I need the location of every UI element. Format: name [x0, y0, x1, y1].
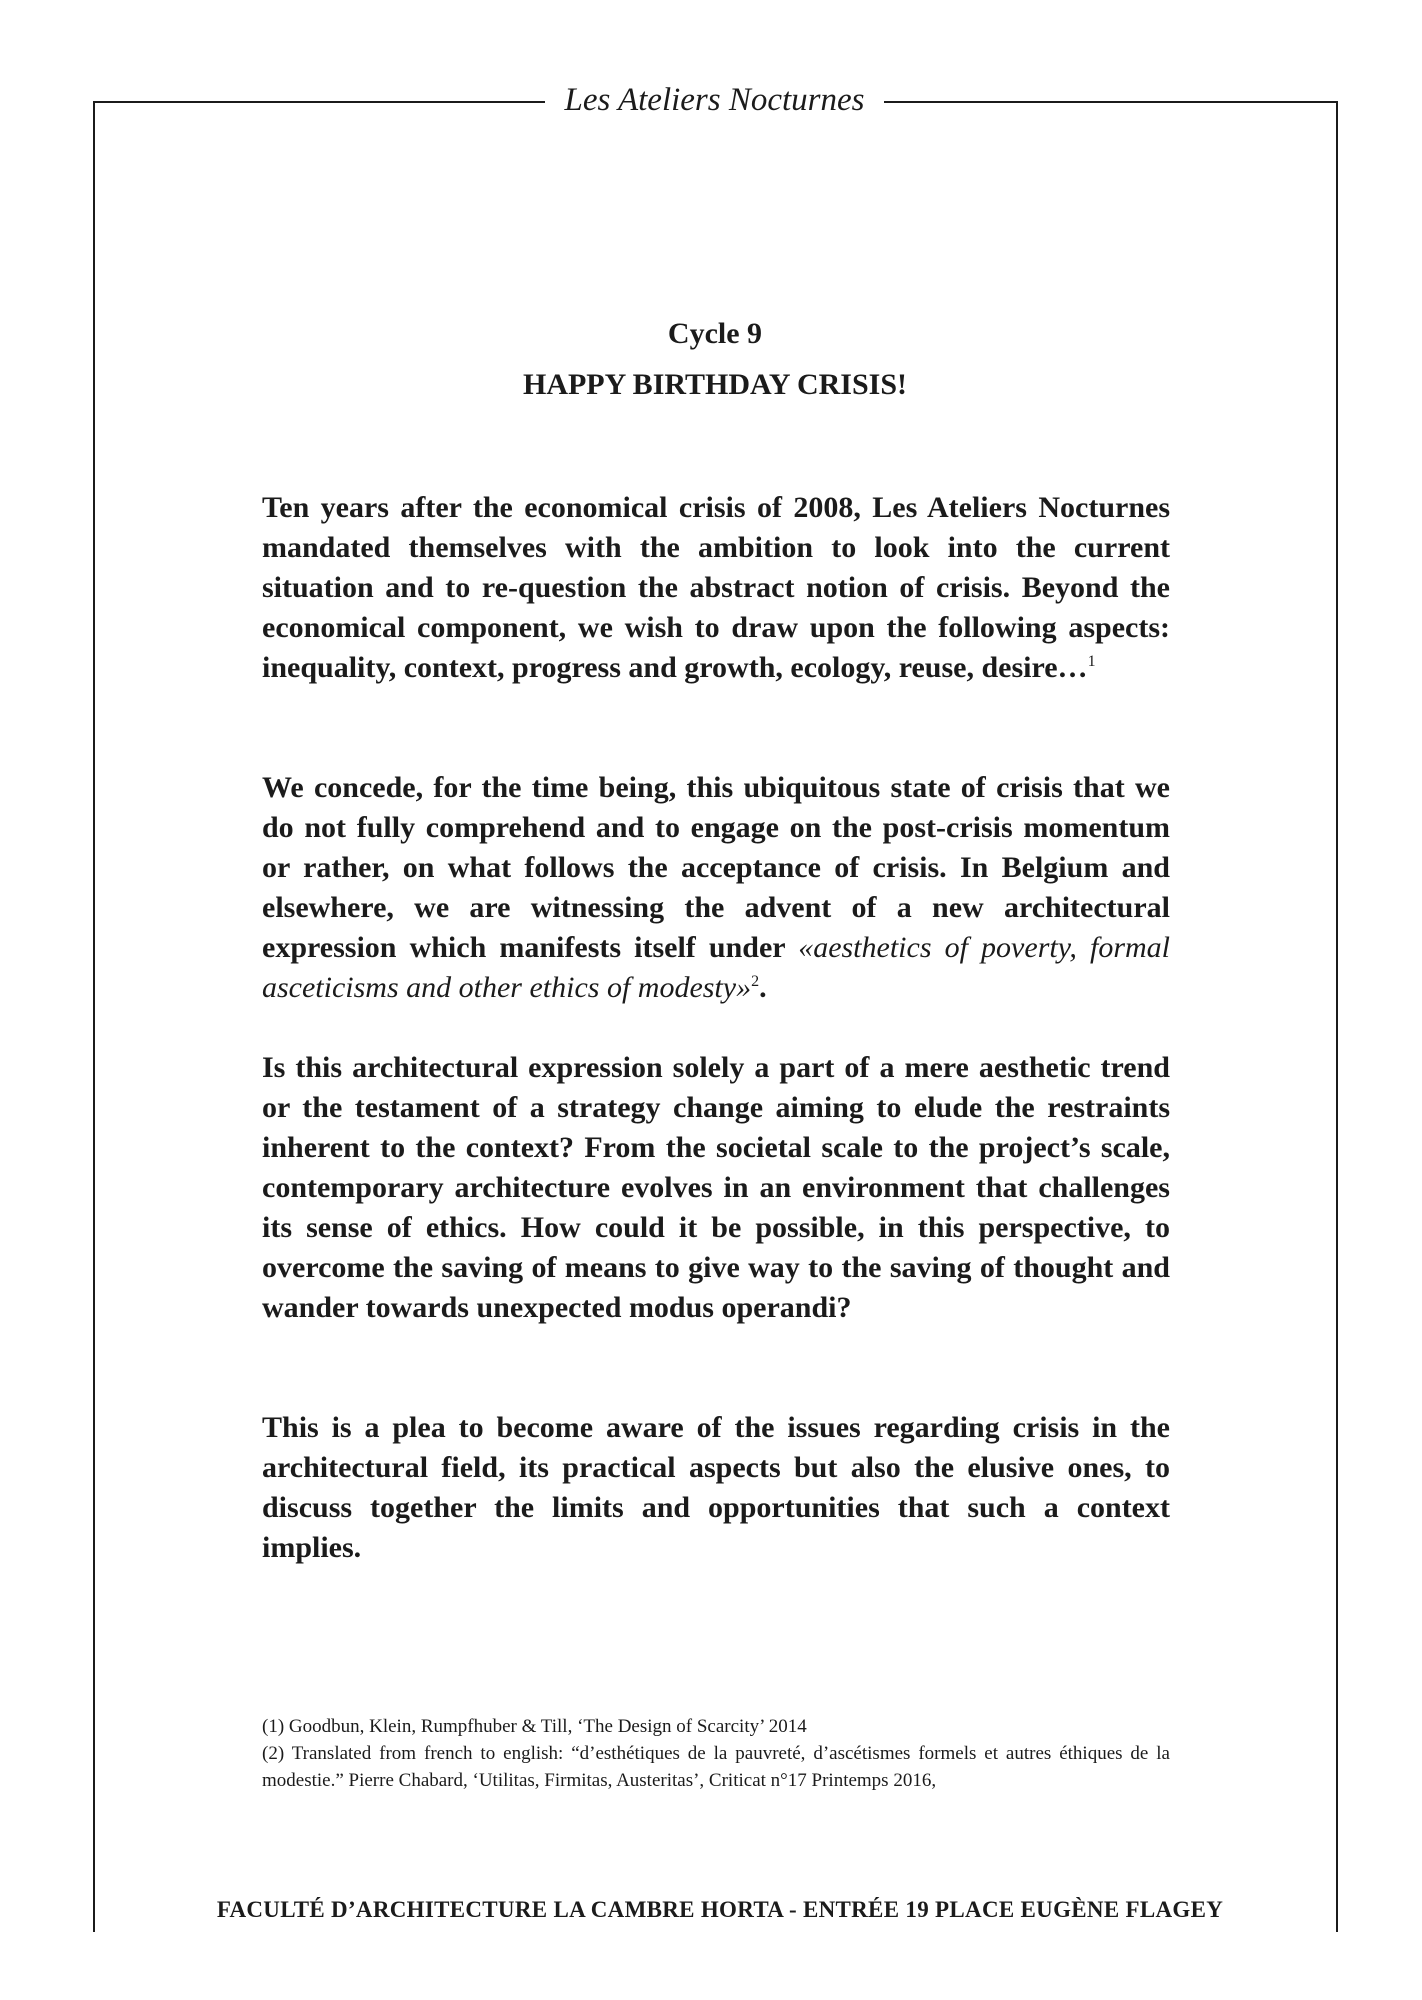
paragraph-4: [262, 1408, 1170, 1568]
footnote-ref-2: 2: [751, 973, 760, 990]
footnote-1: (1) Goodbun, Klein, Rumpfhuber & Till, ‘The Design of Scarcity’ 2014: [262, 1716, 807, 1737]
cycle-title: HAPPY BIRTHDAY CRISIS!: [522, 368, 907, 401]
paragraph-2: [262, 768, 1170, 1008]
footnote-2: (2) Translated from french to english: “d’esthétiques de la pauvreté, d’ascétismes formels et autres éthiques de la modestie.” Pierre Chabard, ‘Utilitas, Firmitas, Austeritas’, Criticat n°17 Printemps 2016,: [262, 1743, 1170, 1791]
frame-left-rule: [93, 101, 95, 1932]
header-title: Les Ateliers Nocturnes: [564, 82, 865, 118]
paragraph-3: [262, 1048, 1170, 1328]
paragraph-2-quote: «aesthetics of poverty, formal asceticisms and other ethics of modesty»: [262, 931, 1170, 1004]
paragraph-4-text: This is a plea to become aware of the issues regarding crisis in the architectural field, its practical aspects but also the elusive ones, to discuss together the limits and opportunities that such a context implies.: [262, 1411, 1170, 1564]
paragraph-2-end: .: [759, 971, 767, 1004]
frame-top-rule-left: [93, 101, 545, 103]
cycle-label: Cycle 9: [667, 317, 763, 350]
footer-address: FACULTÉ D’ARCHITECTURE LA CAMBRE HORTA - ENTRÉE 19 PLACE EUGÈNE FLAGEY: [216, 1897, 1224, 1922]
paragraph-1-text: Ten years after the economical crisis of 2008, Les Ateliers Nocturnes mandated themselves with the ambition to look into the current situation and to re-question the abstract notion of crisis. Beyond the economical component, we wish to draw upon the following aspects: inequality, context, progress and growth, ecology, reuse, desire…: [262, 491, 1170, 684]
paragraph-2-text: We concede, for the time being, this ubiquitous state of crisis that we do not fully comprehend and to engage on the post-crisis momentum or rather, on what follows the acceptance of crisis. In Belgium and elsewhere, we are witnessing the advent of a new architectural expression which manifests itself under: [262, 771, 1170, 964]
frame-top-rule-right: [884, 101, 1338, 103]
frame-right-rule: [1336, 101, 1338, 1932]
paragraph-1: [262, 488, 1170, 688]
footnote-ref-1: 1: [1087, 653, 1096, 670]
footnotes: [262, 1713, 1170, 1794]
paragraph-3-text: Is this architectural expression solely a part of a mere aesthetic trend or the testament of a strategy change aiming to elude the restraints inherent to the context? From the societal scale to the project’s scale, contemporary architecture evolves in an environment that challenges its sense of ethics. How could it be possible, in this perspective, to overcome the saving of means to give way to the saving of thought and wander towards unexpected modus operandi?: [262, 1051, 1170, 1324]
